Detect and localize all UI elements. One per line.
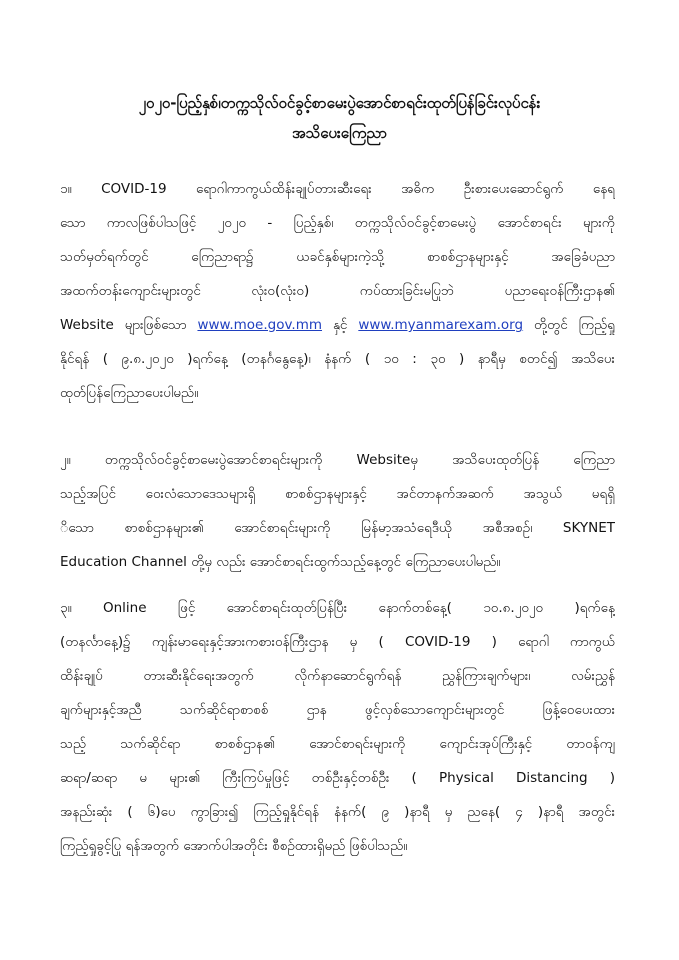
moe-website-link[interactable]: www.moe.gov.mm (197, 317, 323, 333)
paragraph-3-line: ဆရာ/ဆရာ မ များ၏ ကြီးကြပ်မှုဖြင့် တစ်ဦးနှင့်တစ်ဦး ( Physical Distancing ) (60, 770, 615, 786)
paragraph-1 (60, 172, 615, 410)
paragraph-1-line: သော ကာလဖြစ်ပါသဖြင့် ၂၀၂၀ - ပြည့်နှစ်၊ တက္ကသိုလ်ဝင်ခွင့်စာမေးပွဲ အောင်စာရင်း များကို (60, 215, 615, 231)
website-line (60, 308, 615, 342)
paragraph-2-line: သည့်အပြင် ဝေးလံသောဒေသများရှိ စာစစ်ဌာနများနှင့် အင်တာနက်အဆက် အသွယ် မရရှိ (60, 486, 615, 502)
paragraph-1-line: ထုတ်ပြန်ကြေညာပေးပါမည်။ (60, 385, 199, 401)
paragraph-3-line: ထိန်းချုပ် တားဆီးနိုင်ရေးအတွက် လိုက်နာဆောင်ရွက်ရန် ညွှန်ကြားချက်များ၊ လမ်းညွှန် (60, 668, 615, 684)
paragraph-2 (60, 443, 615, 579)
paragraph-3-line: ချက်များနှင့်အညီ သက်ဆိုင်ရာစာစစ် ဌာန ဖွင့်လှစ်သောကျောင်းများတွင် ဖြန့်ဝေပေးထား (60, 702, 615, 718)
notice-title-line2: အသိပေးကြေညာ (291, 124, 388, 142)
myanmarexam-website-link[interactable]: www.myanmarexam.org (358, 317, 524, 333)
website-prefix: Website များဖြစ်သော (60, 317, 198, 333)
paragraph-3 (60, 591, 615, 863)
paragraph-3-line: အနည်းဆုံး ( ၆)ပေ ကွာခြား၍ ကြည့်ရှုနိုင်ရန် နံနက်( ၉ )နာရီ မှ ညနေ( ၄ )နာရီ အတွင်း (60, 804, 615, 820)
paragraph-3-line: (တနင်္လာနေ့)၌ ကျန်းမာရေးနှင့်အားကစားဝန်ကြီးဌာန မှ ( COVID-19 ) ရောဂါ ကာကွယ် (60, 634, 615, 650)
paragraph-1-line: ၁။ COVID-19 ရောဂါကာကွယ်ထိန်းချုပ်တားဆီးရေး အဓိက ဦးစားပေးဆောင်ရွက် နေရ (60, 181, 615, 197)
notice-title-line1: ၂၀၂၀-ပြည့်နှစ်၊တက္ကသိုလ်ဝင်ခွင့်စာမေးပွဲအောင်စာရင်းထုတ်ပြန်ခြင်းလုပ်ငန်း (138, 94, 541, 112)
website-suffix: တို့တွင် ကြည့်ရှု (534, 317, 615, 333)
paragraph-2-line: Education Channel တို့မှ လည်း အောင်စာရင်းထွက်သည့်နေ့တွင် ကြေညာပေးပါမည်။ (60, 554, 501, 570)
paragraph-2-line: ိသော စာစစ်ဌာနများ၏ အောင်စာရင်းများကို မြန်မာ့အသံရေဒီယို အစီအစဉ်၊ SKYNET (60, 520, 615, 536)
website-mid: နှင့် (332, 317, 359, 333)
paragraph-1-line: အထက်တန်းကျောင်းများတွင် လုံးဝ(လုံးဝ) ကပ်ထားခြင်းမပြုဘဲ ပညာရေးဝန်ကြီးဌာန၏ (60, 283, 615, 299)
paragraph-3-line: ကြည့်ရှုခွင့်ပြု ရန်အတွက် အောက်ပါအတိုင်း စီစဉ်ထားရှိမည် ဖြစ်ပါသည်။ (60, 838, 408, 854)
paragraph-3-line: ၃။ Online ဖြင့် အောင်စာရင်းထုတ်ပြန်ပြီး နောက်တစ်နေ့( ၁၀.၈.၂၀၂၀ )ရက်နေ့ (60, 600, 615, 616)
paragraph-1-line: သတ်မှတ်ရက်တွင် ကြေညာရာ၌ ယခင်နှစ်များကဲ့သို့ စာစစ်ဌာနများနှင့် အခြေခံပညာ (60, 249, 615, 265)
paragraph-2-line: ၂။ တက္ကသိုလ်ဝင်ခွင့်စာမေးပွဲအောင်စာရင်းများကို Websiteမှ အသိပေးထုတ်ပြန် ကြေညာ (60, 452, 615, 468)
paragraph-3-line: သည့် သက်ဆိုင်ရာ စာစစ်ဌာန၏ အောင်စာရင်းများကို ကျောင်းအုပ်ကြီးနှင့် တာဝန်ကျ (60, 736, 615, 752)
paragraph-1-line: နိုင်ရန် ( ၉.၈.၂၀၂၀ )ရက်နေ့ (တနင်္ဂနွေနေ့)၊ နံနက် ( ၁၀ : ၃၀ ) နာရီမှ စတင်၍ အသိပေး (60, 351, 615, 367)
